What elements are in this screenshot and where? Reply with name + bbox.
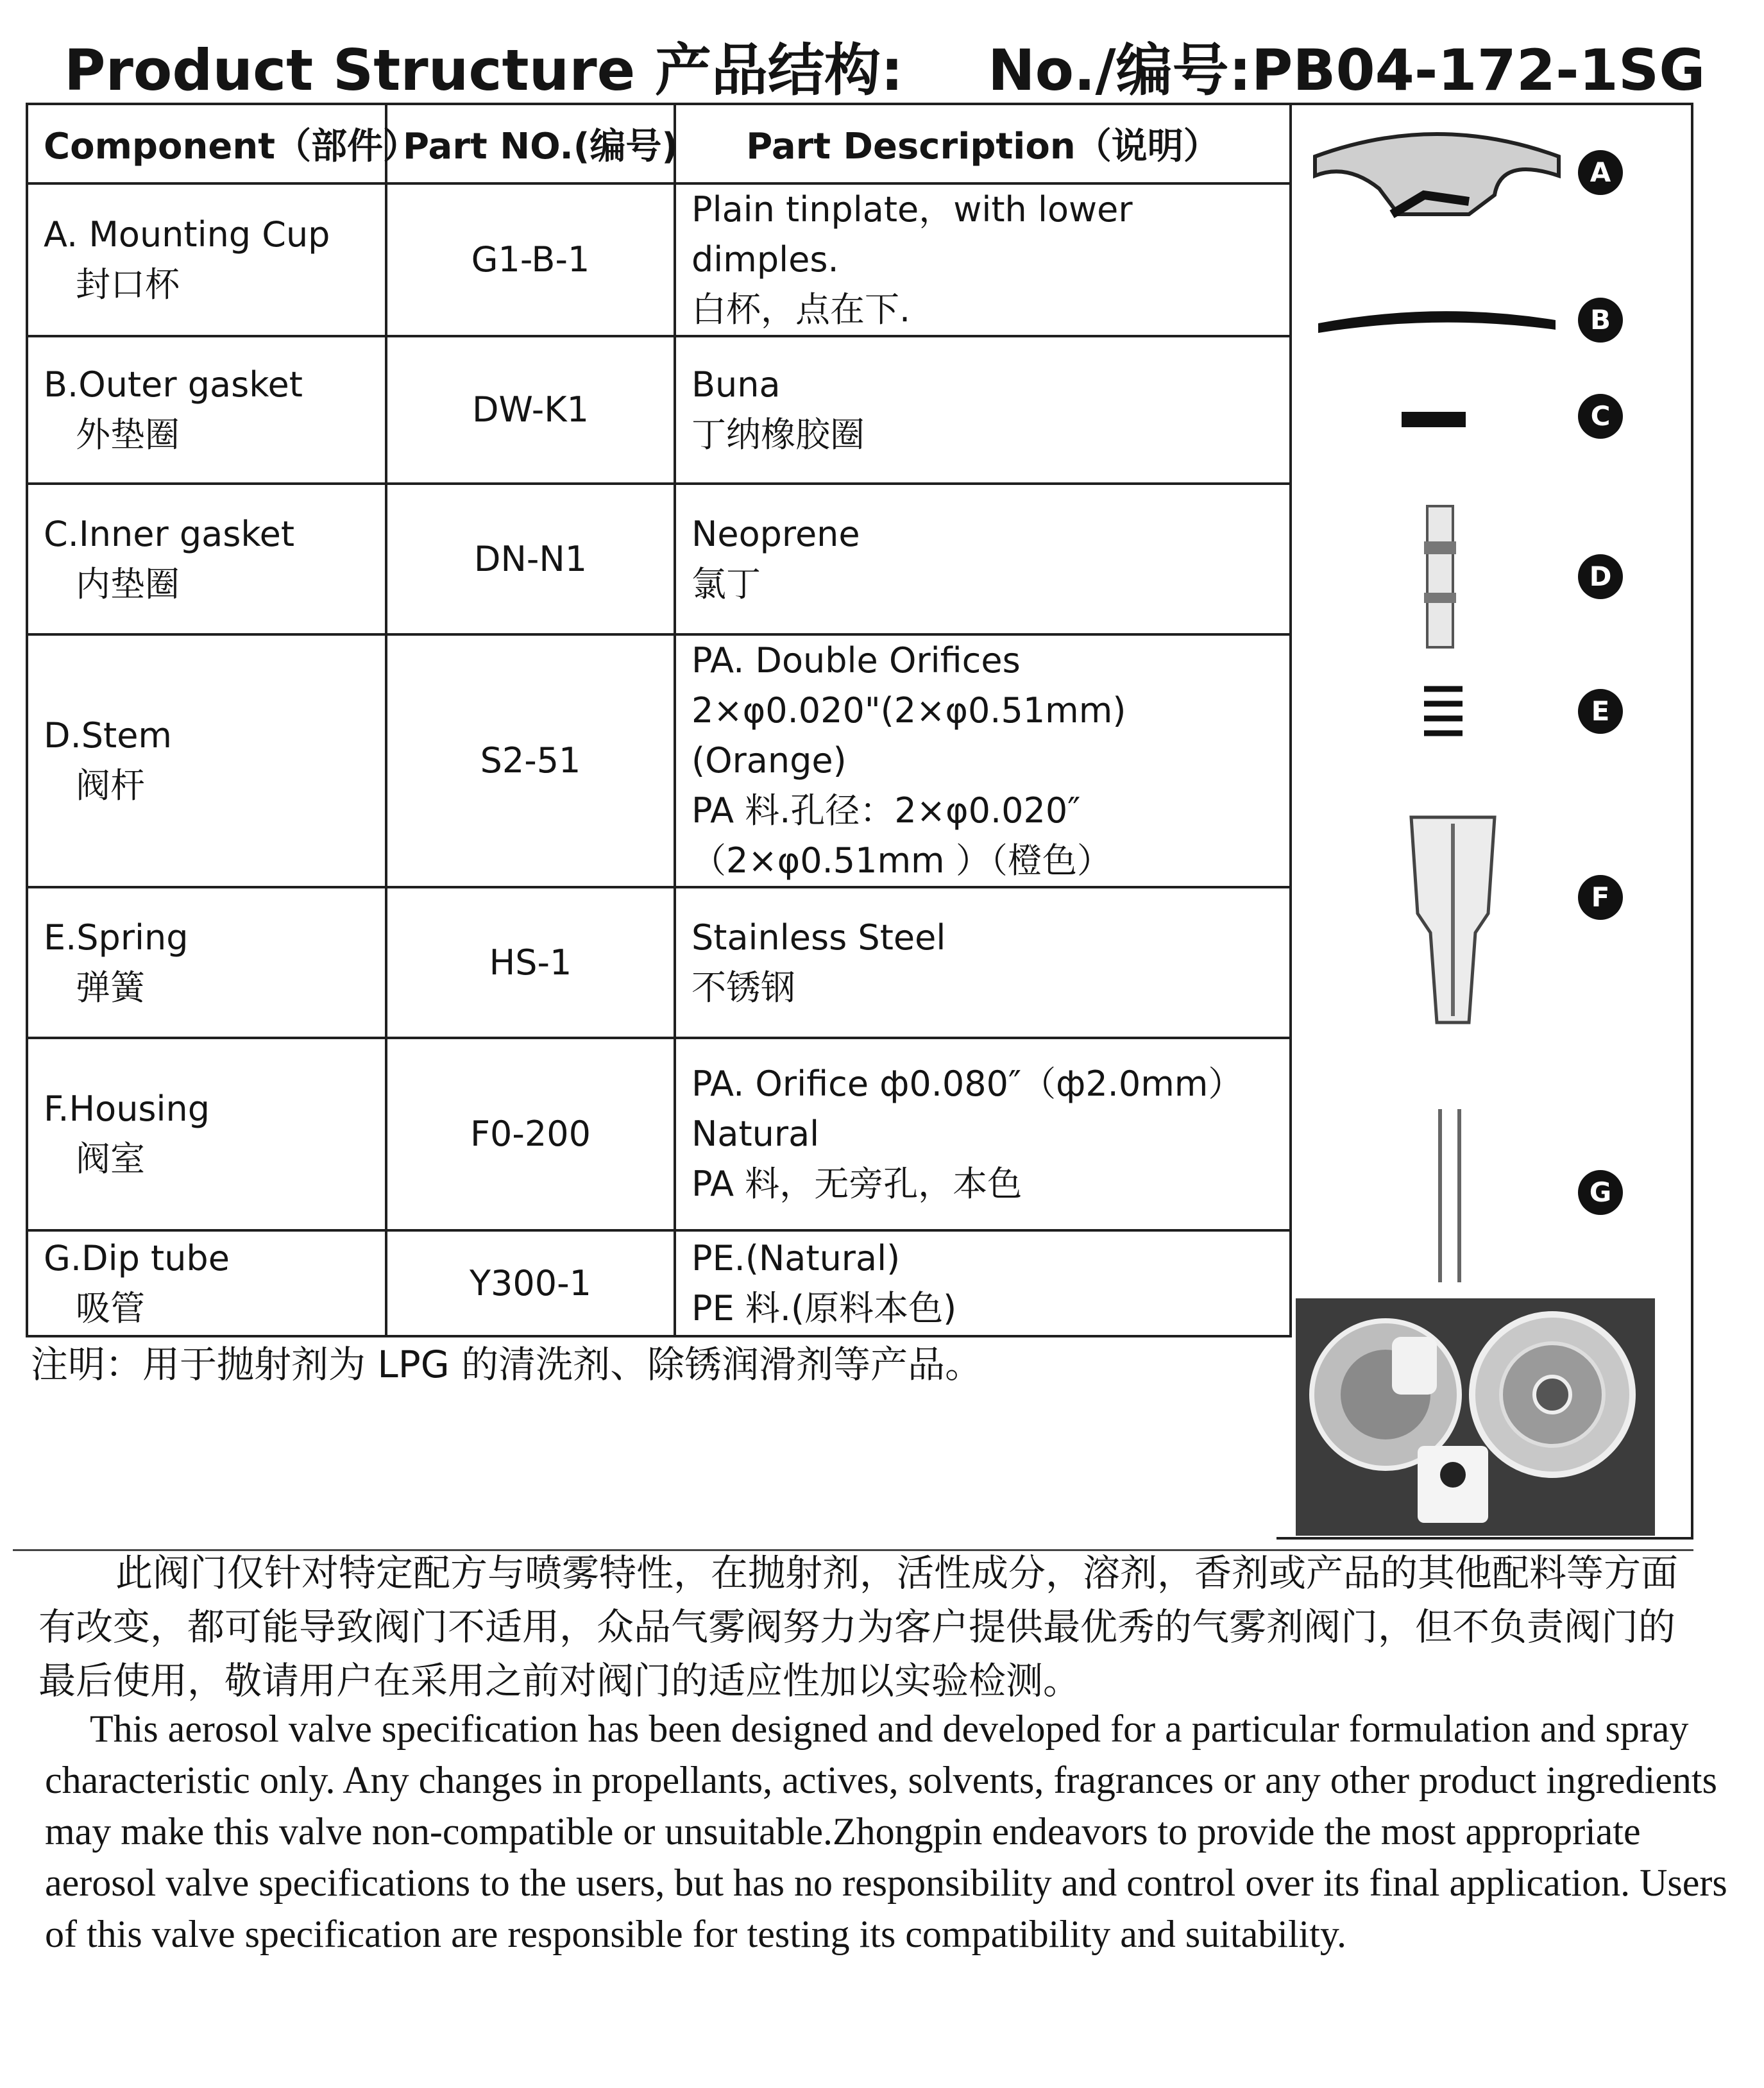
page-title: Product Structure 产品结构: <box>64 37 904 103</box>
component-name-chinese: 阀室 <box>76 1139 145 1179</box>
description-line: 不锈钢 <box>691 967 795 1008</box>
table-header-row <box>27 104 1291 183</box>
description-line: 丁纳橡胶圈 <box>691 414 865 455</box>
badge-c: C <box>1578 394 1623 439</box>
description-line: Stainless Steel <box>691 917 946 958</box>
table-row <box>27 484 1291 634</box>
valve-product-photo <box>1296 1298 1655 1536</box>
table-row <box>27 336 1291 484</box>
badge-d: D <box>1578 554 1623 599</box>
component-cell <box>27 484 386 634</box>
component-cell <box>27 1038 386 1230</box>
component-name-chinese: 外垫圈 <box>76 414 180 455</box>
description-line: 2×φ0.020"(2×φ0.51mm)(Orange) <box>691 690 1126 781</box>
description-line: （2×φ0.51mm ）（橙色） <box>691 840 1112 881</box>
component-name: C.Inner gasket <box>44 513 295 554</box>
description-line: PA. Orifice ф0.080″（ф2.0mm） <box>691 1064 1243 1104</box>
description-line: PE.(Natural) <box>691 1237 901 1278</box>
badge-b: B <box>1578 298 1623 343</box>
description-cell <box>675 484 1291 634</box>
outer-gasket-image <box>1315 304 1559 343</box>
part-number: DW-K1 <box>386 336 675 484</box>
spec-table <box>26 103 1292 1337</box>
disclaimer-chinese <box>38 1546 1706 1708</box>
description-line: PA 料，无旁孔，本色 <box>691 1164 1022 1204</box>
header-part-no: Part NO.(编号) <box>386 104 675 183</box>
disclaimer-chinese-text: 此阀门仅针对特定配方与喷雾特性，在抛射剂，活性成分，溶剂，香剂或产品的其他配料等方面有改变，都可能导致阀门不适用，众品气雾阀努力为客户提供最优秀的气雾剂阀门，但不负责阀门的最后使用，敬请用户在采用之前对阀门的适应性加以实验检测。 <box>38 1551 1679 1702</box>
description-line: PA 料.孔径：2×φ0.020″ <box>691 790 1081 831</box>
description-cell <box>675 887 1291 1038</box>
component-name-chinese: 内垫圈 <box>76 563 180 604</box>
component-name: B.Outer gasket <box>44 364 303 405</box>
table-row <box>27 887 1291 1038</box>
component-cell <box>27 183 386 336</box>
description-line: PA. Double Orifices <box>691 640 1021 681</box>
part-number: F0-200 <box>386 1038 675 1230</box>
table-row <box>27 1230 1291 1336</box>
part-number: G1-B-1 <box>386 183 675 336</box>
badge-a: A <box>1578 150 1623 195</box>
description-line: PE 料.(原料本色) <box>691 1287 957 1328</box>
description-cell <box>675 336 1291 484</box>
component-cell <box>27 336 386 484</box>
table-row <box>27 1038 1291 1230</box>
housing-image <box>1405 811 1501 1029</box>
description-line: Natural <box>691 1114 820 1154</box>
dip-tube-image <box>1430 1106 1469 1286</box>
parts-image-panel <box>1276 103 1693 1540</box>
component-name: D.Stem <box>44 715 173 756</box>
description-cell <box>675 183 1291 336</box>
description-line: 氯丁 <box>691 563 761 604</box>
component-cell <box>27 1230 386 1336</box>
badge-e: E <box>1578 689 1623 734</box>
part-number: HS-1 <box>386 887 675 1038</box>
description-line: Plain tinplate，with lower dimples. <box>691 189 1133 280</box>
table-row <box>27 183 1291 336</box>
component-name: E.Spring <box>44 917 189 958</box>
stem-image <box>1411 503 1469 650</box>
component-name: G.Dip tube <box>44 1237 230 1278</box>
component-name-chinese: 阀杆 <box>76 765 145 806</box>
description-line: Buna <box>691 364 781 405</box>
disclaimer-english-text: This aerosol valve specification has been designed and developed for a particular formulation and spray characteristic only. Any changes in propellants, actives, solvents, fragrances or any other product ingredients may make this valve non-compatible or unsuitable.Zhongpin endeavors to provide the most appropriate aerosol valve specifications to the users, but has no responsibility and control over its final application. Users of this valve specification are responsible for testing its compatibility and suitability. <box>45 1708 1727 1955</box>
table-row <box>27 634 1291 887</box>
document-number: No./编号:PB04-172-1SG <box>988 37 1706 103</box>
header-component: Component（部件） <box>27 104 386 183</box>
component-name: A. Mounting Cup <box>44 214 330 255</box>
description-line: Neoprene <box>691 513 860 554</box>
usage-note: 注明：用于抛射剂为 LPG 的清洗剂、除锈润滑剂等产品。 <box>31 1343 983 1386</box>
badge-f: F <box>1578 875 1623 920</box>
spring-image <box>1421 683 1466 740</box>
component-name-chinese: 吸管 <box>76 1287 145 1328</box>
component-name-chinese: 弹簧 <box>76 967 145 1008</box>
disclaimer-english <box>45 1703 1738 1960</box>
mounting-cup-image <box>1309 118 1565 227</box>
description-cell <box>675 1038 1291 1230</box>
component-name-chinese: 封口杯 <box>76 264 180 305</box>
component-name: F.Housing <box>44 1089 210 1129</box>
inner-gasket-image <box>1398 407 1469 432</box>
description-cell <box>675 1230 1291 1336</box>
part-number: S2-51 <box>386 634 675 887</box>
part-number: Y300-1 <box>386 1230 675 1336</box>
badge-g: G <box>1578 1170 1623 1215</box>
part-number: DN-N1 <box>386 484 675 634</box>
component-cell <box>27 634 386 887</box>
description-cell <box>675 634 1291 887</box>
component-cell <box>27 887 386 1038</box>
header-description: Part Description（说明） <box>675 104 1291 183</box>
description-line: 白杯，点在下. <box>691 289 911 330</box>
